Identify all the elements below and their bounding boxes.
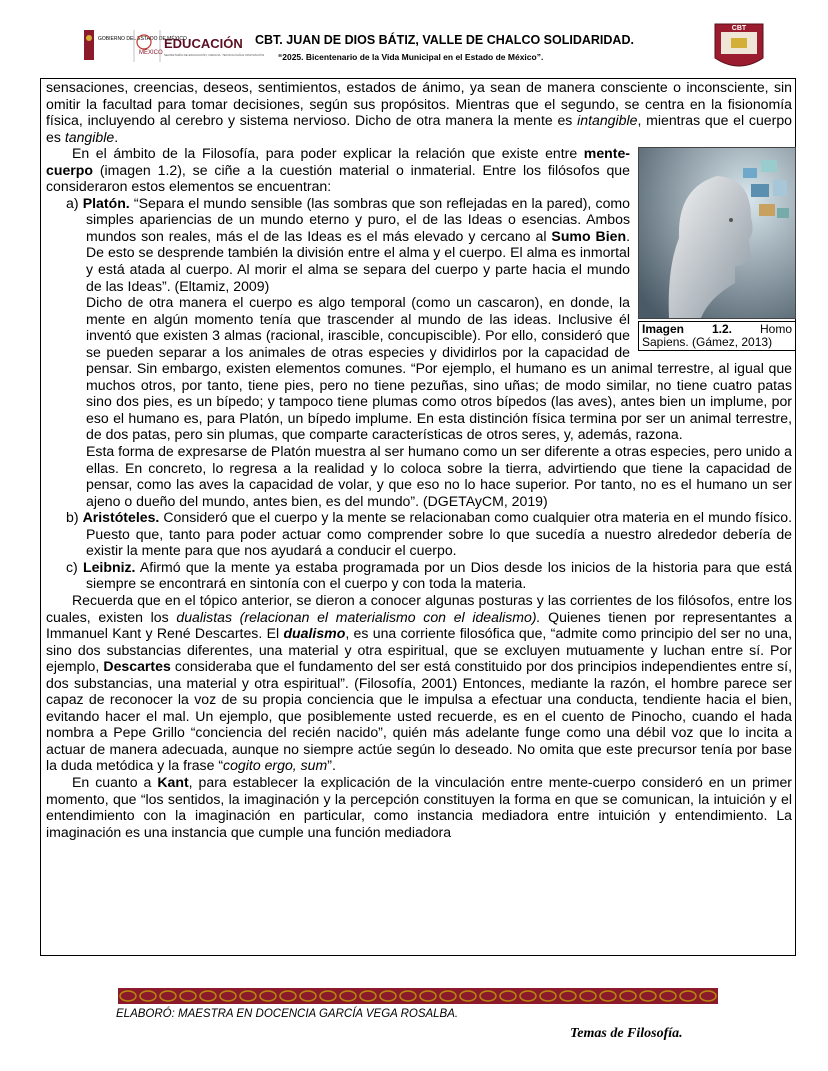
mexico-logo-text: MÉXICO (139, 50, 163, 56)
homo-sapiens-image (638, 147, 796, 319)
platon-paragraph-2: Dicho de otra manera el cuerpo es algo temporal (como un cascaron), en donde, la mente en algún momento tenía que trascender al mundo de las ideas. Inclusive él inventó que existen 3 almas (racional, irascible, concupiscible). Por ello, consideró que se pueden separar a los animales de otras especies y dividirlos por la capacidad de pensar. Sin embargo, existen elementos comunes. “Por ejemplo, el humano es un animal terrestre, al igual que muchos otros, por tanto, tiene pies, pero no tiene pezuñas, sino uñas; de modo similar, no tiene cuatro patas sino dos pies, es un bípedo; y tampoco tiene plumas como otros bípedos (las aves), antes bien un implume, por eso el humano es, para Platón, un bípedo implume. En esta distinción física termina por ser un animal terrestre, de dos patas, pero sin plumas, que comparte características de otros seres, y, además, razona. (86, 294, 792, 443)
figure-homo-sapiens (638, 147, 796, 351)
paragraph-intro: sensaciones, creencias, deseos, sentimientos, estados de ánimo, ya sean de manera consciente o inconsciente, sin omitir la facultad para tomar decisiones, según sus propósitos. Mientras que el segundo, se centra en la fisionomía física, incluyendo al cerebro y sistema nervioso. Dicho de otra manera la mente es intangible, mientras que el cuerpo es tangible. (46, 79, 793, 145)
list-item-platon: a) Platón. “Separa el mundo sensible (las sombras que son reflejadas en la pared), como simples apariencias de un mundo eterno y puro, el de las Ideas o esencias. Ambos mundos son reales, más el de las Ideas es el más elevado y cercano al Sumo Bien. De esto se desprende también la división entre el alma y el cuerpo. El alma es inmortal y está atada al cuerpo. Al morir el alma se separa del cuerpo y parte hacia el mundo de las Ideas”. (Eltamiz, 2009) (66, 194, 631, 294)
platon-paragraph-3: Esta forma de expresarse de Platón muestra al ser humano como un ser diferente a otras especies, pero unido a ellas. En concreto, lo regresa a la realidad y lo coloca sobre la tierra, advirtiendo que tiene la capacidad de pensar, como las aves la capacidad de volar, y que eso no lo hace superior. Por tanto, no es el humano un ser ajeno o dueño del mundo, antes bien, es del mundo”. (DGETAyCM, 2019) (86, 443, 792, 509)
footer-author: ELABORÓ: MAESTRA EN DOCENCIA GARCÍA VEGA ROSALBA. (116, 1008, 459, 1020)
education-sub-text: SECRETARÍA DE EDUCACIÓN, CIENCIA, TECNOLOGÍA E INNOVACIÓN (164, 53, 265, 57)
page-header (0, 0, 828, 80)
paragraph-mente-cuerpo: En el ámbito de la Filosofía, para poder explicar la relación que existe entre mente-cuerpo (imagen 1.2), se ciñe a la cuestión material o inmaterial. Entre los filósofos que consideraron estos elementos se encuentran: (46, 145, 630, 195)
footer-subject: Temas de Filosofía. (570, 1026, 683, 1041)
decorative-border (118, 988, 718, 1004)
list-item-aristoteles: b) Aristóteles. Consideró que el cuerpo y la mente se relacionaban como cualquier otra materia en el mundo físico. Puesto que, tanto para poder actuar como comprender sobre lo que sucedía a nuestro alrededor debería de existir la mente para que nos ayudará a conducir el cuerpo. (66, 509, 793, 559)
government-logos (84, 28, 265, 64)
education-logo-text: EDUCACIÓN (164, 36, 243, 51)
gob-logo-text: GOBIERNO DEL ESTADO DE MÉXICO (98, 36, 187, 42)
figure-caption: Imagen 1.2. Homo Sapiens. (Gámez, 2013) (638, 321, 796, 351)
paragraph-dualismo: Recuerda que en el tópico anterior, se dieron a conocer algunas posturas y las corrientes de los filósofos, entre los cuales, existen los dualistas (relacionan el materialismo con el idealismo). Quienes tienen por representantes a Immanuel Kant y René Descartes. El dualismo, es una corriente filosófica que, “admite como principio del ser no una, sino dos substancias diferentes, una material y otra espiritual, que se excluyen mutuamente y luchan entre sí. Por ejemplo, Descartes consideraba que el fundamento del ser está constituido por dos principios independientes entre sí, dos substancias, una material y otra espiritual”. (Filosofía, 2001) Entonces, mediante la razón, el hombre parece ser capaz de reconocer la voz de su propia conciencia que le impulsa a efectuar una conducta, tendiente hacia el bien, evitando hacer el mal. Un ejemplo, que posiblemente usted recuerde, es en el cuento de Pinocho, cuando el hada nombra a Pepe Grillo “conciencia del recién nacido”, quién más adelante funge como una débil voz que lo incita a actuar de manera adecuada, aunque no siempre actúe según lo deseado. No omita que este precursor tenía por base la duda metódica y la frase “cogito ergo, sum”. (46, 591, 793, 774)
cbt-school-badge (713, 20, 765, 74)
badge-text: CBT (731, 25, 747, 32)
school-name: CBT. JUAN DE DIOS BÁTIZ, VALLE DE CHALCO SOLIDARIDAD. (255, 33, 634, 47)
paragraph-kant: En cuanto a Kant, para establecer la explicación de la vinculación entre mente-cuerpo consideró en un primer momento, que “los sentidos, la imaginación y la percepción constituyen la forma en que se comunican, la intuición y el entendimiento con la imaginación en particular, como instancia mediadora entre intuición y entendimiento. La imaginación es una instancia que cumple una función mediadora (46, 773, 793, 840)
page-content (46, 79, 792, 840)
list-item-leibniz: c) Leibniz. Afirmó que la mente ya estaba programada por un Dios desde los inicios de la historia para que está siempre se encontrará en sintonía con el cuerpo y con toda la materia. (66, 558, 793, 592)
motto: “2025. Bicentenario de la Vida Municipal en el Estado de México”. (278, 52, 544, 62)
